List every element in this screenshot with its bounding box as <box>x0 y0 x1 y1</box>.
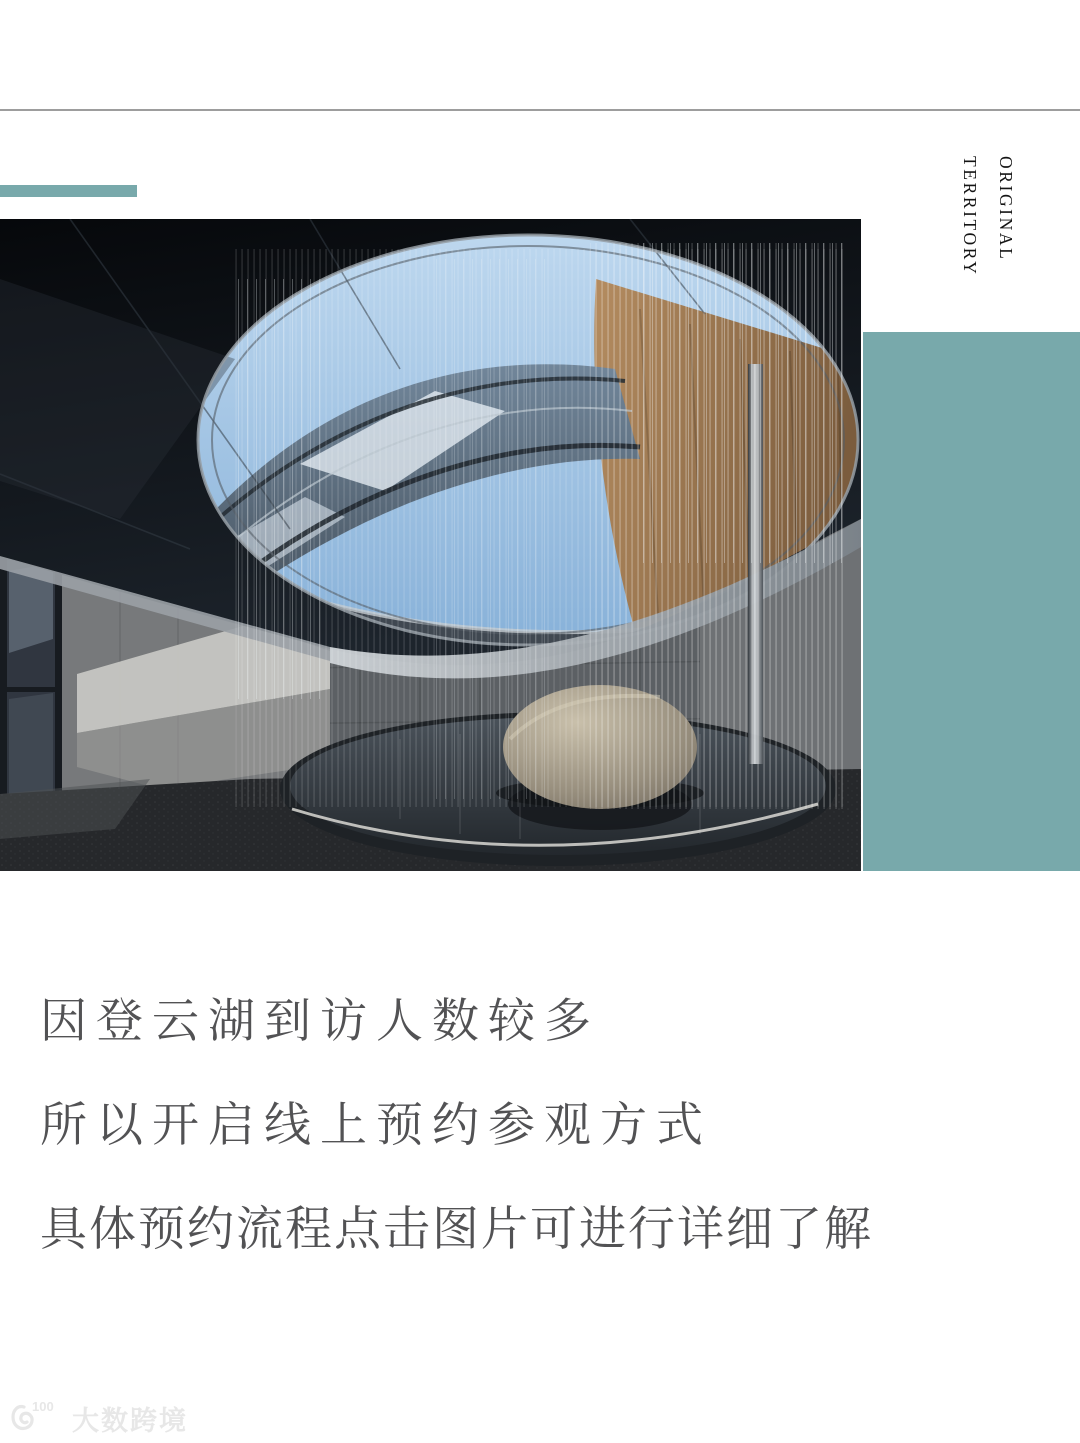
top-divider <box>0 109 1080 111</box>
dashukuajing-logo-icon <box>10 1397 62 1439</box>
brand-word-territory: TERRITORY <box>960 156 980 277</box>
water-curtain <box>235 243 845 809</box>
intro-text-line-3: 具体预约流程点击图片可进行详细了解 <box>40 1202 873 1255</box>
svg-text:100: 100 <box>32 1399 54 1414</box>
intro-text-line-1: 因登云湖到访人数较多 <box>40 994 600 1047</box>
watermark <box>10 1396 188 1440</box>
courtyard-photo[interactable] <box>0 219 861 871</box>
teal-side-panel <box>863 332 1080 871</box>
brand-word-original: ORIGINAL <box>996 156 1016 262</box>
glass-door <box>0 556 62 824</box>
courtyard-photo-illustration <box>0 219 861 871</box>
watermark-label: 大数跨境 <box>72 1405 188 1436</box>
intro-text-line-2: 所以开启线上预约参观方式 <box>40 1098 712 1151</box>
teal-accent-bar <box>0 185 137 197</box>
vertical-brand-text <box>952 156 1024 276</box>
